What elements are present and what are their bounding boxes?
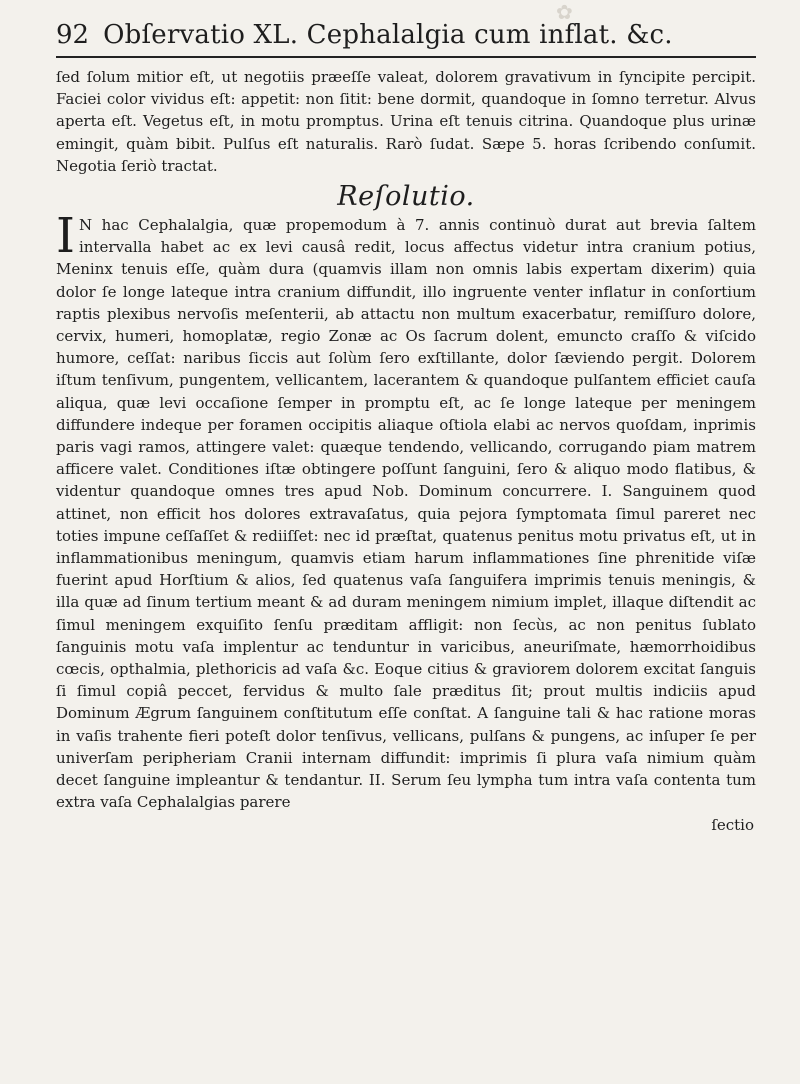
section-title: Reſolutio. (337, 181, 475, 213)
page-ornament: ✿ (556, 0, 573, 24)
running-title: Obſervatio XL. Cephalalgia cum inflat. &c. (103, 20, 673, 50)
drop-cap: I (56, 208, 75, 265)
page-header (56, 20, 756, 56)
paragraph-observation: ſed ſolum mitior eſt, ut negotiis præeſſe valeat, dolorem gravativum in ſyncipite percipit. Faciei color vividus eſt: appetit: non ſitit: bene dormit, quandoque in ſomno terretur. Alvus aperta eſt. Vegetus eſt, in motu promptus. Urina eſt tenuis citrina. Quandoque plus urinæ emingit, quàm bibit. Pulſus eſt naturalis. Rarò ſudat. Sæpe 5. horas ſcribendo conſumit. Negotia ſeriò tractat. (56, 68, 756, 175)
header-rule (56, 56, 756, 58)
book-page (56, 20, 756, 836)
paragraph-resolution-text: N hac Cephalalgia, quæ propemodum à 7. annis continuò durat aut brevia ſaltem intervalla habet ac ex levi causâ redit, locus affectus videtur intra cranium potius, Meninx tenuis eſſe, quàm dura (quamvis illam non omnis labis expertam dixerim) quia dolor ſe longe lateque intra cranium diffundit, illo ingruente venter inflatur in conſortium raptis plexibus nervoſis meſenterii, ab attactu non multum exacerbatur, remiſſuro dolore, cervix, humeri, homoplatæ, regio Zonæ ac Os ſacrum dolent, emuncto craſſo & viſcido humore, ceſſat: naribus ſiccis aut ſolùm ſero exſtillante, dolor ſæviendo pergit. Dolorem iſtum tenſivum, pungentem, vellicantem, lacerantem & quandoque pulſantem efficiet cauſa aliqua, quæ levi occaſione ſemper in promptu eſt, ac ſe longe lateque per meningem diffundere indeque per foramen occipitis aliaque oſtiola elabi ac nervos quoſdam, inprimis paris vagi ramos, attingere valet: quæque tendendo, vellicando, corrugando piam matrem afficere valet. Conditiones iſtæ obtingere poſſunt ſanguini, ſero & aliquo modo flatibus, & videntur quandoque omnes tres apud Nob. Dominum concurrere. I. Sanguinem quod attinet, non efficit hos dolores extravaſatus, quia pejora ſymptomata ſimul pareret nec toties impune ceſſaſſet & rediiſſet: nec id præſtat, quatenus penitus motu privatus eſt, ut in inflammationibus meningum, quamvis etiam harum inflammationes ſine phrenitide viſæ fuerint apud Horſtium & alios, ſed quatenus vaſa ſanguifera imprimis tenuis meningis, & illa quæ ad ſinum tertium meant & ad duram meningem nimium implet, illaque diſtendit ac ſimul meningem exquiſito ſenſu præditam affligit: non ſecùs, ac non penitus ſublato ſanguinis motu vaſa implentur ac tenduntur in varicibus, aneuriſmate, hæmorrhoidibus cœcis, opthalmia, plethoricis ad vaſa &c. Eoque citius & graviorem dolorem excitat ſanguis ſi ſimul copiâ peccet, fervidus & multo ſale præditus ſit; prout multis indiciis apud Dominum Ægrum ſanguinem conſtitutum eſſe conſtat. A ſanguine tali & hac ratione moras in vaſis trahente fieri poteſt dolor tenſivus, vellicans, pulſans & pungens, ac inſuper ſe per univerſam peripheriam Cranii internam diffundit: imprimis ſi plura vaſa nimium quàm decet ſanguine impleantur & tendantur. II. Serum ſeu lympha tum intra vaſa contenta tum extra vaſa Cephalalgias parere (56, 216, 756, 812)
page-number: 92 (56, 20, 90, 50)
paragraph-resolution (56, 208, 756, 813)
catchword: ſectio (711, 815, 754, 834)
